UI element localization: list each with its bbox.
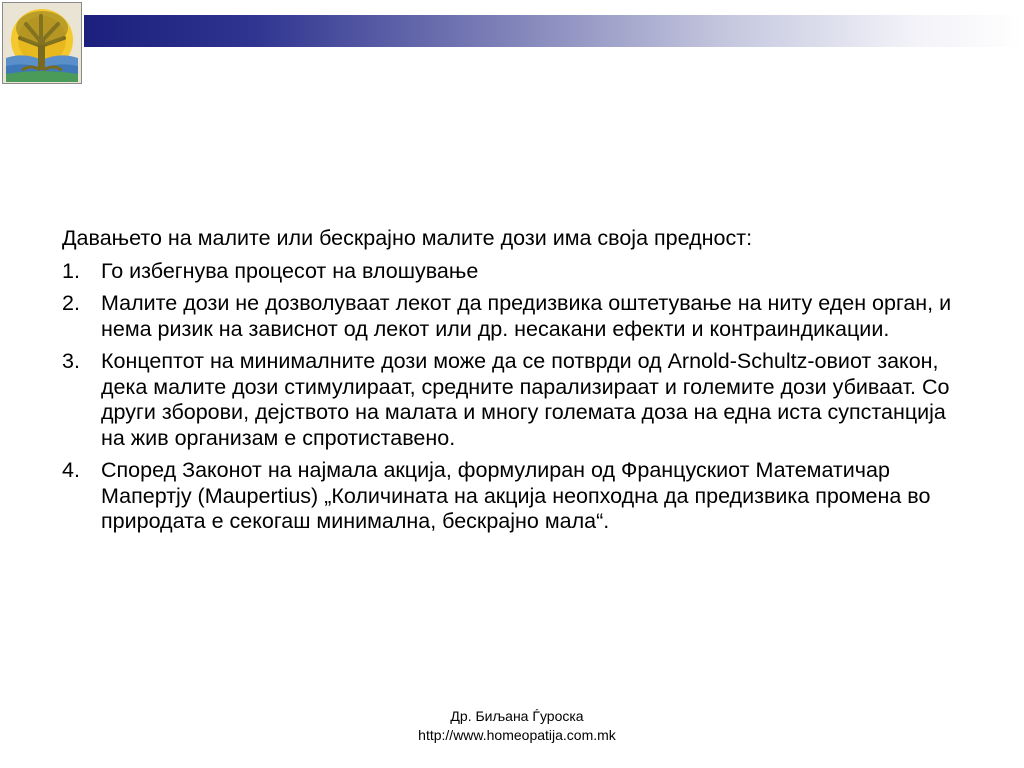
slide-body (62, 226, 962, 542)
slide-footer (342, 707, 692, 745)
footer-url: http://www.homeopatija.com.mk (418, 727, 616, 743)
list-number: 2. (62, 291, 80, 315)
intro-text: Давањето на малите или бескрајно малите дози има своја предност: (62, 226, 753, 250)
list-text: Малите дози не дозволуваат лекот да предизвика оштетување на ниту еден орган, и нема ризик на зависнот од лекот или др. несакани ефекти и контраиндикации. (101, 291, 952, 341)
list-item-2 (62, 291, 962, 342)
list-text: Според Законот на најмала акција, формулиран од Францускиот Математичар Мапертју (Maupertius) „Количината на акција неопходна да предизвика промена во природата е секогаш минимална, бескрајно мала“. (101, 458, 931, 533)
list-item-3 (62, 349, 962, 451)
tree-logo-icon (2, 2, 82, 84)
list-number: 4. (62, 458, 80, 482)
list-item-4 (62, 458, 962, 535)
list-item-1 (62, 259, 962, 285)
footer-author: Др. Биљана Ѓуроска (450, 708, 584, 724)
list-text: Концептот на минималните дози може да се потврди од Arnold-Schultz-овиот закон, дека малите дози стимулираат, средните парализираат и големите дози убиваат. Со други зборови, дејството на малата и многу големата доза на една иста супстанција на жив организам е спротиставено. (101, 349, 950, 450)
list-number: 3. (62, 349, 80, 373)
header-gradient-bar (84, 15, 1024, 47)
list-text: Го избегнува процесот на влошување (101, 258, 479, 283)
list-number: 1. (62, 258, 80, 283)
